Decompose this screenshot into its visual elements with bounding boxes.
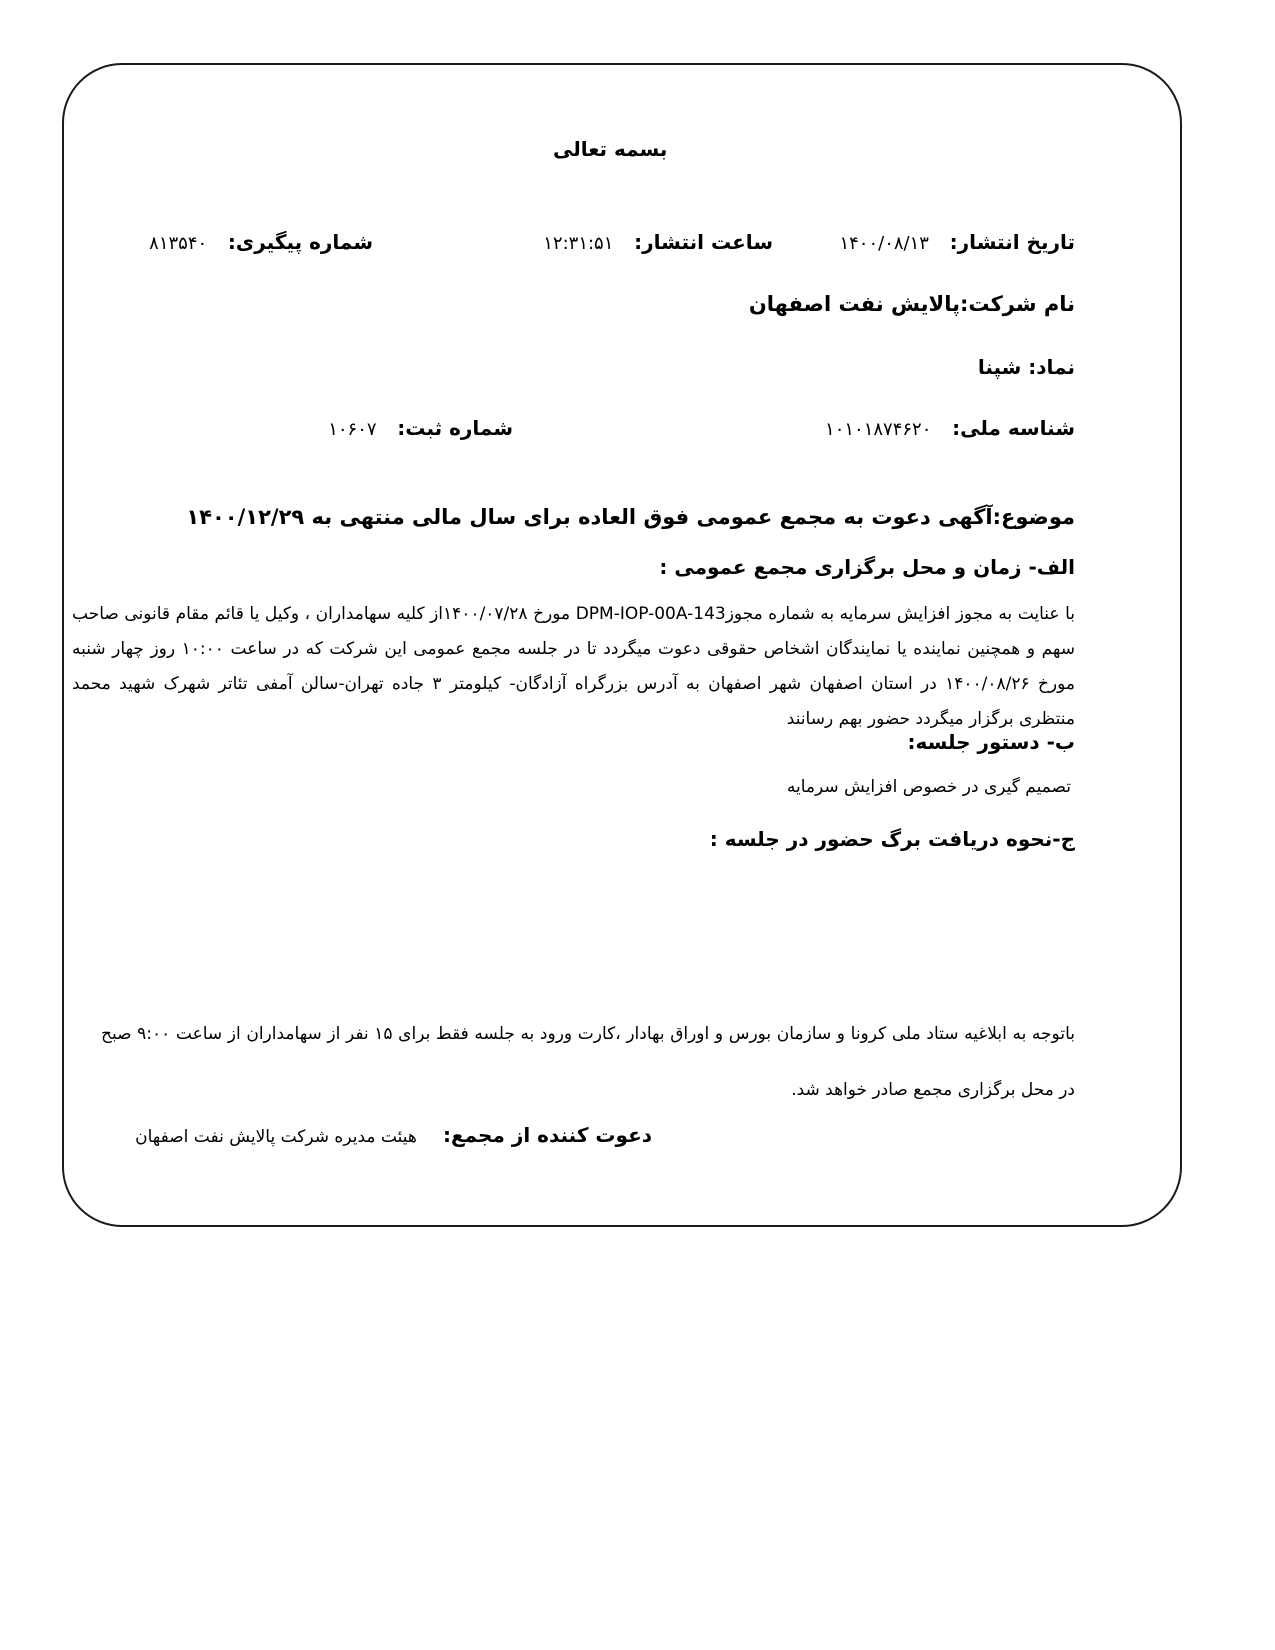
inviter-label: دعوت کننده از مجمع: — [442, 1123, 652, 1147]
company-value: پالایش نفت اصفهان — [748, 292, 960, 316]
basmala-title: بسمه تعالی — [553, 137, 668, 161]
subject-date: ۱۴۰۰/۱۲/۲۹ — [186, 505, 305, 529]
national-id — [825, 416, 1075, 440]
company-name — [749, 292, 1075, 316]
symbol-label: نماد: — [1028, 355, 1075, 379]
tracking-number — [149, 230, 373, 254]
section-a-heading: الف- زمان و محل برگزاری مجمع عمومی : — [659, 555, 1075, 579]
tracking-value: ۸۱۳۵۴۰ — [149, 233, 208, 254]
section-c-heading: ج-نحوه دریافت برگ حضور در جلسه : — [709, 827, 1075, 851]
registration-number — [328, 416, 513, 440]
symbol-value: شپنا — [977, 355, 1022, 379]
publish-date-value: ۱۴۰۰/۰۸/۱۳ — [839, 233, 929, 254]
section-b-heading: ب- دستور جلسه: — [907, 730, 1075, 754]
publish-time — [543, 230, 773, 254]
subject-label: موضوع: — [992, 505, 1075, 529]
national-id-value: ۱۰۱۰۱۸۷۴۶۲۰ — [825, 419, 932, 440]
agenda-item: تصمیم گیری در خصوص افزایش سرمایه — [786, 777, 1071, 797]
subject-line — [186, 505, 1075, 529]
section-a-body: با عنایت به مجوز افزایش سرمایه به شماره مجوزDPM-IOP-00A-143 مورخ ۱۴۰۰/۰۷/۲۸از کلیه سهامداران ، وکیل یا قائم مقام قانونی صاحب سهم و همچنین نماینده یا نمایندگان اشخاص حقوقی دعوت میگردد تا در جلسه مجمع عمومی این شرکت که در ساعت ۱۰:۰۰ روز چهار شنبه مورخ ۱۴۰۰/۰۸/۲۶ در استان اصفهان شهر اصفهان به آدرس بزرگراه آزادگان- کیلومتر ۳ جاده تهران-سالن آمفی تئاتر شهرک شهید محمد منتظری برگزار میگردد حضور بهم رسانند — [72, 604, 1075, 729]
symbol — [978, 355, 1075, 379]
national-id-label: شناسه ملی: — [952, 416, 1075, 440]
publish-date-label: تاریخ انتشار: — [949, 230, 1075, 254]
publish-date — [839, 230, 1075, 254]
company-label: نام شرکت: — [959, 292, 1075, 316]
registration-value: ۱۰۶۰۷ — [328, 419, 377, 440]
publish-time-label: ساعت انتشار: — [634, 230, 773, 254]
tracking-label: شماره پیگیری: — [227, 230, 373, 254]
inviter-line — [135, 1123, 652, 1147]
inviter-value: هیئت مدیره شرکت پالایش نفت اصفهان — [135, 1127, 417, 1147]
subject-text: آگهی دعوت به مجمع عمومی فوق العاده برای سال مالی منتهی به — [311, 505, 993, 529]
attendance-notice: باتوجه به ابلاغیه ستاد ملی کرونا و سازمان بورس و اوراق بهادار ،کارت ورود به جلسه فقط برای ۱۵ نفر از سهامداران از ساعت ۹:۰۰ صبح در محل برگزاری مجمع صادر خواهد شد. — [101, 1024, 1075, 1100]
publish-time-value: ۱۲:۳۱:۵۱ — [543, 233, 614, 254]
registration-label: شماره ثبت: — [397, 416, 513, 440]
